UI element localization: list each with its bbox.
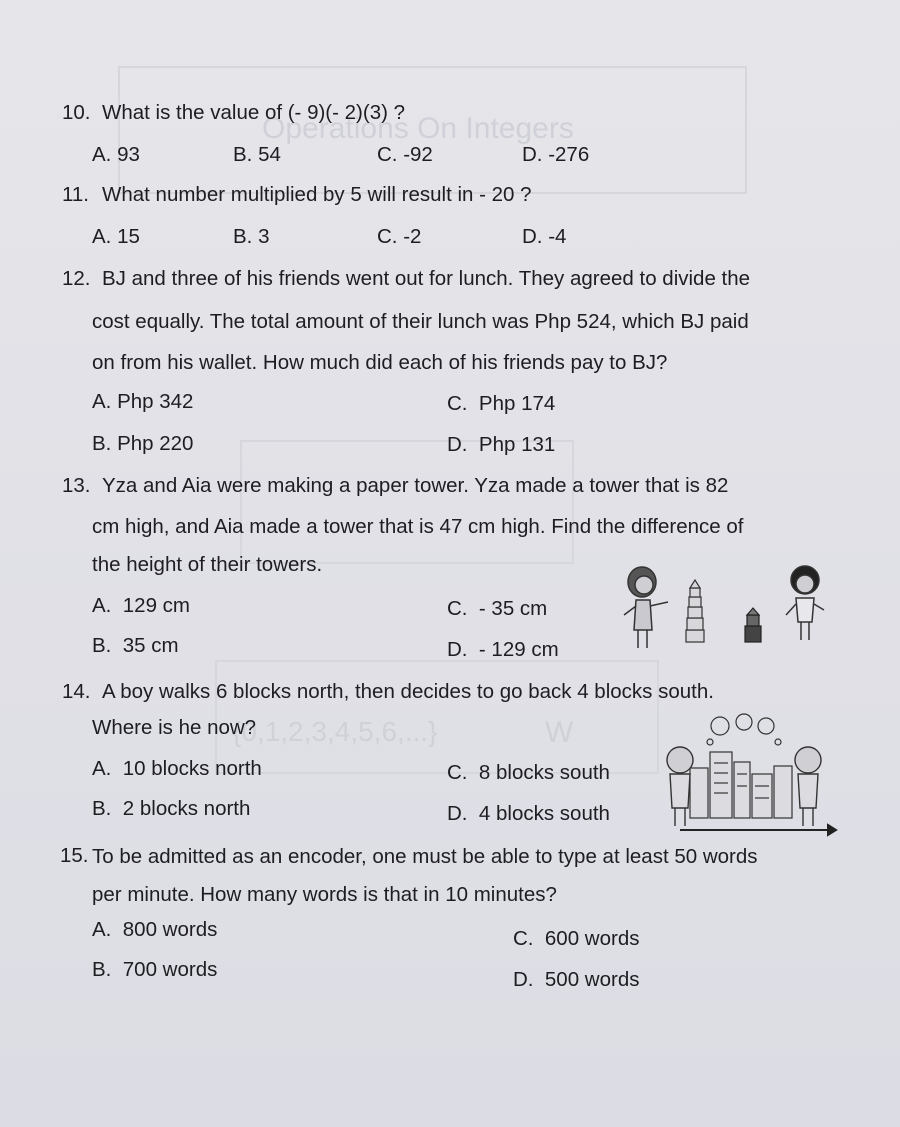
choice-c[interactable]: C. -2	[377, 225, 422, 248]
thought-bubble-icon	[707, 714, 781, 745]
choice-c[interactable]: C. Php 174	[447, 392, 556, 415]
choice-a[interactable]: A. 10 blocks north	[92, 757, 262, 780]
question-text-line-1: To be admitted as an encoder, one must be able to type at least 50 words	[92, 845, 758, 868]
question-text-line-3: on from his wallet. How much did each of his friends pay to BJ?	[92, 351, 668, 374]
paper-tower-illustration	[610, 560, 845, 655]
choice-d[interactable]: D. -276	[522, 143, 590, 166]
choice-c[interactable]: C. 600 words	[513, 927, 640, 950]
choice-b[interactable]: B. 700 words	[92, 958, 218, 981]
choice-a[interactable]: A. 93	[92, 143, 140, 166]
choice-d[interactable]: D. - 129 cm	[447, 638, 559, 661]
question-text-line-2: cm high, and Aia made a tower that is 47 cm high. Find the difference of	[92, 515, 744, 538]
question-number: 11.	[62, 183, 89, 206]
choice-b[interactable]: B. 3	[233, 225, 270, 248]
question-text-line-2: cost equally. The total amount of their lunch was Php 524, which BJ paid	[92, 310, 749, 333]
choice-d[interactable]: D. 500 words	[513, 968, 640, 991]
choice-c[interactable]: C. -92	[377, 143, 433, 166]
choice-d[interactable]: D. 4 blocks south	[447, 802, 610, 825]
choice-b[interactable]: B. 54	[233, 143, 281, 166]
choice-c[interactable]: C. - 35 cm	[447, 597, 548, 620]
choice-d[interactable]: D. Php 131	[447, 433, 556, 456]
city-blocks-illustration	[662, 708, 838, 838]
question-number: 14.	[62, 680, 91, 703]
question-text-line-1: BJ and three of his friends went out for lunch. They agreed to divide the	[102, 267, 751, 290]
bleed-through-table	[215, 660, 659, 774]
bleed-through-title: Operations On Integers	[262, 112, 574, 145]
choice-c[interactable]: C. 8 blocks south	[447, 761, 610, 784]
question-text-line-1: A boy walks 6 blocks north, then decides to go back 4 blocks south.	[102, 680, 714, 703]
question-number: 13.	[62, 474, 91, 497]
choice-d[interactable]: D. -4	[522, 225, 567, 248]
question-number: 15.	[60, 844, 89, 867]
bleed-through-symbol: W	[545, 716, 574, 749]
choice-a[interactable]: A. Php 342	[92, 390, 194, 413]
choice-a[interactable]: A. 800 words	[92, 918, 218, 941]
question-number: 10.	[62, 101, 91, 124]
question-text: What number multiplied by 5 will result in - 20 ?	[102, 183, 532, 206]
question-text-line-1: Yza and Aia were making a paper tower. Yza made a tower that is 82	[102, 474, 729, 497]
choice-b[interactable]: B. Php 220	[92, 432, 194, 455]
bleed-through-box	[118, 66, 747, 194]
tall-tower-icon	[686, 580, 704, 642]
choice-a[interactable]: A. 129 cm	[92, 594, 191, 617]
boy-figure-icon	[786, 566, 824, 640]
right-kid-icon	[795, 747, 821, 826]
choice-b[interactable]: B. 2 blocks north	[92, 797, 251, 820]
question-text: What is the value of (- 9)(- 2)(3) ?	[102, 101, 406, 124]
left-kid-icon	[667, 747, 693, 826]
arrow-right-icon	[680, 825, 836, 835]
city-buildings-icon	[690, 752, 792, 818]
question-text-line-2: per minute. How many words is that in 10 minutes?	[92, 883, 557, 906]
short-tower-icon	[745, 608, 761, 642]
bleed-through-table-2	[240, 440, 574, 564]
choice-b[interactable]: B. 35 cm	[92, 634, 179, 657]
question-number: 12.	[62, 267, 91, 290]
question-text-line-2: Where is he now?	[92, 716, 257, 739]
girl-figure-icon	[624, 567, 668, 648]
bleed-through-set: {0,1,2,3,4,5,6,...}	[232, 716, 438, 747]
question-text-line-3: the height of their towers.	[92, 553, 323, 576]
choice-a[interactable]: A. 15	[92, 225, 140, 248]
